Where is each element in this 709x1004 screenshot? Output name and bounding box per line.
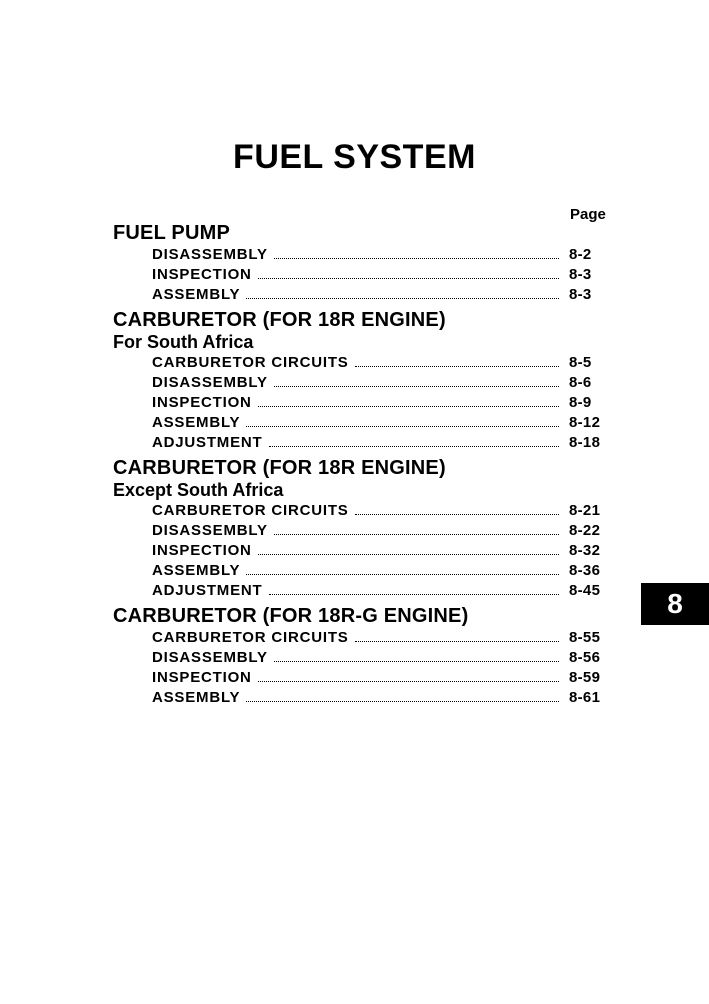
dot-leader	[274, 533, 559, 535]
toc-entry	[152, 541, 613, 561]
dot-leader	[355, 513, 559, 515]
entry-page: 8-36	[569, 562, 601, 579]
dot-leader	[246, 297, 559, 299]
entry-page: 8-9	[569, 394, 592, 411]
entry-page: 8-56	[569, 649, 601, 666]
dot-leader	[246, 425, 559, 427]
toc-entry	[152, 561, 613, 581]
entry-label: CARBURETOR CIRCUITS	[152, 502, 349, 519]
toc-section	[113, 605, 623, 708]
entry-page: 8-18	[569, 434, 601, 451]
entry-label: INSPECTION	[152, 669, 252, 686]
dot-leader	[355, 365, 559, 367]
chapter-tab: 8	[641, 583, 709, 625]
toc-entry	[152, 648, 613, 668]
dot-leader	[258, 680, 559, 682]
entry-label: DISASSEMBLY	[152, 374, 268, 391]
toc-entry	[152, 353, 613, 373]
dot-leader	[355, 640, 559, 642]
dot-leader	[258, 553, 559, 555]
toc-entry	[152, 373, 613, 393]
section-subheading: Except South Africa	[113, 480, 284, 500]
section-heading: CARBURETOR (FOR 18R-G ENGINE)	[113, 605, 469, 627]
entry-label: INSPECTION	[152, 266, 252, 283]
section-subheading: For South Africa	[113, 332, 254, 352]
entry-label: ASSEMBLY	[152, 562, 241, 579]
entry-page: 8-32	[569, 542, 601, 559]
entry-page: 8-21	[569, 502, 601, 519]
toc-entry	[152, 433, 613, 453]
dot-leader	[258, 405, 559, 407]
toc-entry	[152, 245, 613, 265]
entry-label: ASSEMBLY	[152, 286, 241, 303]
toc-entry	[152, 413, 613, 433]
dot-leader	[274, 385, 559, 387]
entry-page: 8-2	[569, 246, 592, 263]
section-heading: FUEL PUMP	[113, 222, 230, 244]
entry-page: 8-12	[569, 414, 601, 431]
toc-entry	[152, 285, 613, 305]
toc-entry	[152, 393, 613, 413]
dot-leader	[258, 277, 559, 279]
dot-leader	[269, 593, 559, 595]
toc-section	[113, 309, 623, 453]
dot-leader	[269, 445, 559, 447]
entry-page: 8-22	[569, 522, 601, 539]
toc-entry	[152, 501, 613, 521]
entry-label: DISASSEMBLY	[152, 649, 268, 666]
entry-label: DISASSEMBLY	[152, 246, 268, 263]
dot-leader	[274, 257, 559, 259]
entry-page: 8-3	[569, 266, 592, 283]
entry-label: DISASSEMBLY	[152, 522, 268, 539]
table-of-contents	[113, 222, 623, 708]
toc-section	[113, 457, 623, 601]
entry-label: ASSEMBLY	[152, 689, 241, 706]
entry-label: CARBURETOR CIRCUITS	[152, 629, 349, 646]
entry-page: 8-3	[569, 286, 592, 303]
toc-entry	[152, 628, 613, 648]
entry-page: 8-59	[569, 669, 601, 686]
entry-page: 8-55	[569, 629, 601, 646]
page-column-label: Page	[570, 206, 606, 223]
entry-label: CARBURETOR CIRCUITS	[152, 354, 349, 371]
entry-label: INSPECTION	[152, 394, 252, 411]
toc-entry	[152, 265, 613, 285]
entry-page: 8-6	[569, 374, 592, 391]
toc-section	[113, 222, 623, 305]
entry-page: 8-5	[569, 354, 592, 371]
entry-page: 8-61	[569, 689, 601, 706]
dot-leader	[246, 573, 559, 575]
toc-entry	[152, 521, 613, 541]
entry-label: ADJUSTMENT	[152, 582, 263, 599]
toc-entry	[152, 581, 613, 601]
dot-leader	[274, 660, 559, 662]
toc-entry	[152, 668, 613, 688]
section-heading: CARBURETOR (FOR 18R ENGINE)	[113, 309, 446, 331]
page-title: FUEL SYSTEM	[233, 138, 476, 176]
toc-entry	[152, 688, 613, 708]
entry-label: INSPECTION	[152, 542, 252, 559]
entry-label: ASSEMBLY	[152, 414, 241, 431]
entry-label: ADJUSTMENT	[152, 434, 263, 451]
dot-leader	[246, 700, 559, 702]
entry-page: 8-45	[569, 582, 601, 599]
section-heading: CARBURETOR (FOR 18R ENGINE)	[113, 457, 446, 479]
